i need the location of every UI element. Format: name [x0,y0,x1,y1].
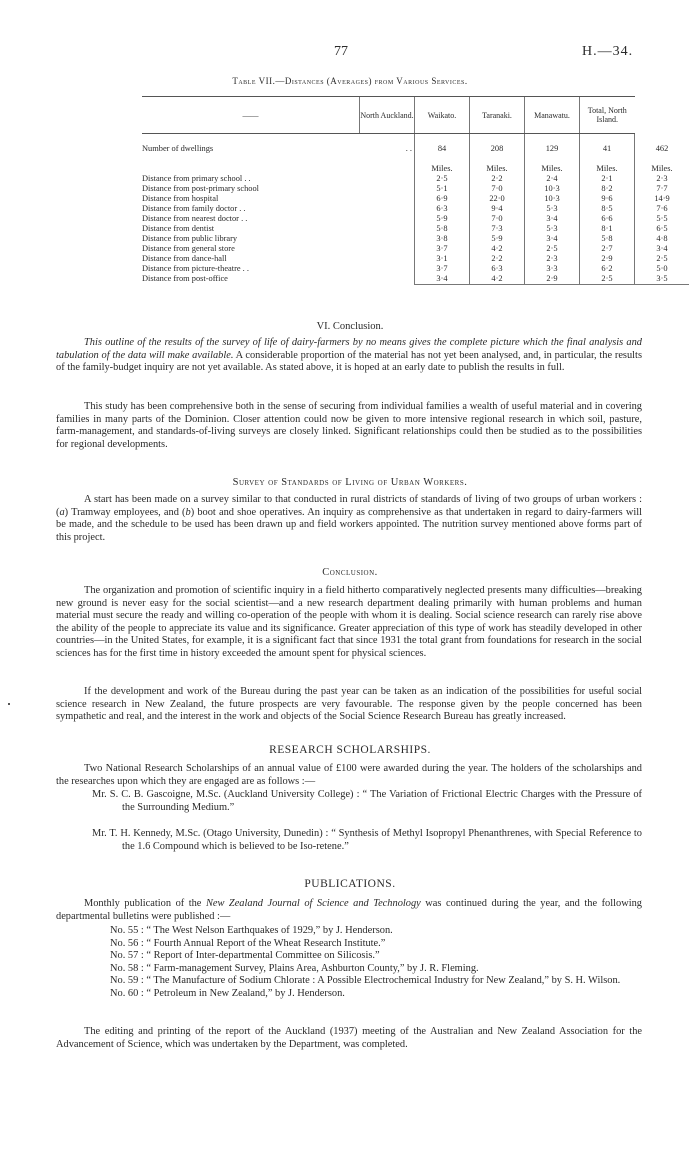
cell: 3·4 [525,214,580,224]
row-label: Distance from family doctor . . [142,204,246,213]
table-row-dwellings: Number of dwellings . . 84 208 129 41 462 [142,144,689,154]
cell: 5·9 [415,214,470,224]
cell: 3·4 [415,274,470,285]
cell: 3·7 [415,264,470,274]
cell: 208 [470,144,525,154]
table-col-header: Manawatu. [525,97,580,134]
table-row [142,224,689,234]
cell: 129 [525,144,580,154]
cell: 4·2 [470,274,525,285]
row-label: Distance from nearest doctor . . [142,214,248,223]
scholarship-item [92,789,642,814]
paragraph: Two National Research Scholarships of an annual value of £100 were awarded during the year. The holders of the scholarships and the researches upon which they are engaged are as follows :— [56,763,642,787]
vi-heading: VI. Conclusion. [316,321,384,332]
cell: 2·1 [580,174,635,184]
distances-table [142,96,689,285]
cell: 2·5 [415,174,470,184]
table-row [142,264,689,274]
cell: 2·7 [580,244,635,254]
cell: 7·6 [635,204,690,214]
cell: 41 [580,144,635,154]
cell: 2·9 [580,254,635,264]
row-label: Distance from picture-theatre . . [142,264,249,273]
text: Monthly publication of the [84,898,206,909]
scholarship-item [92,828,642,853]
bulletin-item: No. 60 : “ Petroleum in New Zealand,” by J. Henderson. [110,987,345,999]
table-col-header: Taranaki. [470,97,525,134]
paragraph: If the development and work of the Bureau during the past year can be taken as an indication of the possibilities for useful social science research in New Zealand, the future prospects are very favourable. The response given by the people concerned has been sympathetic and real, and the interest in the work and objects of the Social Science Research Bureau has greatly increased. [56,686,642,723]
table-row [142,184,689,194]
cell: 3·7 [415,244,470,254]
cell: 8·2 [580,184,635,194]
margin-mark [8,703,10,705]
unit-cell: Miles. [415,164,470,174]
cell: 5·5 [635,214,690,224]
row-label: Distance from hospital [142,194,219,203]
cell: 2·2 [470,174,525,184]
bulletin-item: No. 57 : “ Report of Inter-departmental Committee on Silicosis.” [110,950,380,962]
text: A start has been made on a survey similar to that conducted in rural districts of standards of living of two groups of urban workers : ( [56,494,642,518]
table-row [142,254,689,264]
section-heading-publications: PUBLICATIONS. [304,878,396,890]
cell: 2·3 [525,254,580,264]
cell: 7·0 [470,184,525,194]
section-heading-vi [0,321,700,332]
cell: 8·5 [580,204,635,214]
bulletin-item: No. 56 : “ Fourth Annual Report of the Wheat Research Institute.” [110,937,386,949]
paragraph: This study has been comprehensive both in the sense of securing from individual families a wealth of useful material and in covering families in many parts of the Dominion. Closer attention could now be given to more intensive regional research in which soil, pasture, farm-management, and standards-of-living surveys are closely linked. Significant relationships could then be studied as to the possibilities for regional developments. [56,401,642,450]
cell: 6·3 [470,264,525,274]
cell: 14·9 [635,194,690,204]
cell: 6·9 [415,194,470,204]
row-label: Distance from general store [142,244,235,253]
document-reference: H.—34. [582,44,634,59]
cell: 5·3 [525,224,580,234]
row-label: Number of dwellings [142,144,214,153]
cell: 7·3 [470,224,525,234]
cell: 22·0 [470,194,525,204]
italic-text: New Zealand Journal of Science and Technology [205,898,421,909]
paragraph: The organization and promotion of scientific inquiry in a field hitherto comparatively neglected presents many difficulties—breaking new ground is never easy for the social scientist—and a new research department dealing primarily with human problems and human material must secure the ready and willing co-operation of the people with whom it is dealing. Social science research can rarely rise above the ability of the people to appreciate its value and its significance. Greater appreciation of this type of work has steadily developed in other countries—in the United States, for example, it is a significant fact that since 1931 the total grant from foundations for research in the social sciences has for the first time in history exceeded the amount spent for physical sciences. [56,585,642,659]
cell: 10·3 [525,194,580,204]
text: Mr. T. H. Kennedy, M.Sc. (Otago University, Dunedin) : “ Synthesis of Methyl Isopropyl Phenanthrenes, with Special Reference to the 1.6 Compound which is believed to be Iso-retene.” [92,828,642,852]
cell: 3·8 [415,234,470,244]
unit-cell: Miles. [635,164,690,174]
cell: 10·3 [525,184,580,194]
cell: 3·3 [525,264,580,274]
italic-text: a [59,506,65,518]
cell: 3·5 [635,274,690,285]
cell: 2·4 [525,174,580,184]
cell: 2·3 [635,174,690,184]
table-row [142,204,689,214]
cell: 2·5 [580,274,635,285]
unit-cell: Miles. [525,164,580,174]
paragraph [56,494,642,544]
section-heading-scholarships: RESEARCH SCHOLARSHIPS. [269,744,431,756]
unit-cell: Miles. [580,164,635,174]
table-row [142,274,689,285]
bulletin-item: No. 55 : “ The West Nelson Earthquakes of 1929,” by J. Henderson. [110,925,393,936]
italic-text: b [185,506,191,518]
cell: 2·5 [635,254,690,264]
cell: 5·3 [525,204,580,214]
cell: 6·5 [635,224,690,234]
cell: 2·5 [525,244,580,254]
page-number: 77 [334,44,348,59]
table-row [142,194,689,204]
bulletin-list [110,925,642,1001]
row-label: Distance from dentist [142,224,215,233]
text: A considerable proportion of the material has not yet been analysed, and, in particular, the results of the family-budget inquiry are not yet available. As stated above, it is hoped at an early date to publish the results in full. [56,349,642,374]
cell: 6·2 [580,264,635,274]
cell: 6·6 [580,214,635,224]
table-col-header: Total, North Island. [580,97,635,134]
cell: 7·7 [635,184,690,194]
table-row [142,214,689,224]
table-row [142,244,689,254]
text: ) boot and shoe operatives. An inquiry as comprehensive as that undertaken in regard to dairy-farmers will be made, and the schedule to be used has been drawn up and field workers appointed. The nutrition survey mentioned above forms part of this project. [56,506,642,543]
row-label: Distance from post-office [142,274,228,284]
table-row-units [142,164,689,174]
paragraph [56,337,642,375]
cell: 4·8 [635,234,690,244]
cell: 8·1 [580,224,635,234]
cell: 3·4 [635,244,690,254]
unit-cell: Miles. [470,164,525,174]
cell: 2·9 [525,274,580,285]
bulletin-item: No. 59 : “ The Manufacture of Sodium Chlorate : A Possible Electrochemical Industry for New Zealand,” by S. H. Wilson. [110,975,621,987]
cell: 6·3 [415,204,470,214]
cell: 5·8 [415,224,470,234]
row-label: Distance from primary school . . [142,174,251,183]
cell: 9·6 [580,194,635,204]
paragraph: The editing and printing of the report of the Auckland (1937) meeting of the Australian and New Zealand Association for the Advancement of Science, which was undertaken by the Department, was completed. [56,1026,642,1050]
row-label: Distance from post-primary school [142,184,259,193]
cell: 3·4 [525,234,580,244]
table-col-header: Waikato. [415,97,470,134]
paragraph [56,898,642,923]
section-heading-conclusion: Conclusion. [322,567,378,578]
cell: 84 [415,144,470,154]
row-label: Distance from public library [142,234,238,243]
cell: 9·4 [470,204,525,214]
table-row [142,174,689,184]
cell: 5·9 [470,234,525,244]
cell: 5·1 [415,184,470,194]
row-label: Distance from dance-hall [142,254,227,263]
text: Mr. S. C. B. Gascoigne, M.Sc. (Auckland University College) : “ The Variation of Frictional Electric Charges with the Pressure of the Surrounding Medium.” [92,789,642,813]
table-col-header: North Auckland. [360,97,415,134]
section-heading-urban: Survey of Standards of Living of Urban Workers. [232,477,468,488]
cell: 7·0 [470,214,525,224]
italic-text: This outline of the results of the survey of life of dairy-farmers by no means gives the complete picture which the final analysis and tabulation of the data will make available. [56,337,642,361]
cell: 5·0 [635,264,690,274]
text: was continued during the year, and the following departmental bulletins were published :— [56,898,642,922]
cell: 3·1 [415,254,470,264]
cell: 4·2 [470,244,525,254]
cell: 462 [635,144,690,154]
table-caption: Table VII.—Distances (Averages) from Various Services. [232,76,468,86]
cell: 2·2 [470,254,525,264]
cell: 5·8 [580,234,635,244]
table-row [142,234,689,244]
bulletin-item: No. 58 : “ Farm-management Survey, Plains Area, Ashburton County,” by J. R. Fleming. [110,962,479,974]
text: ) Tramway employees, and ( [64,506,186,518]
table-header-blank: —— [142,97,360,134]
